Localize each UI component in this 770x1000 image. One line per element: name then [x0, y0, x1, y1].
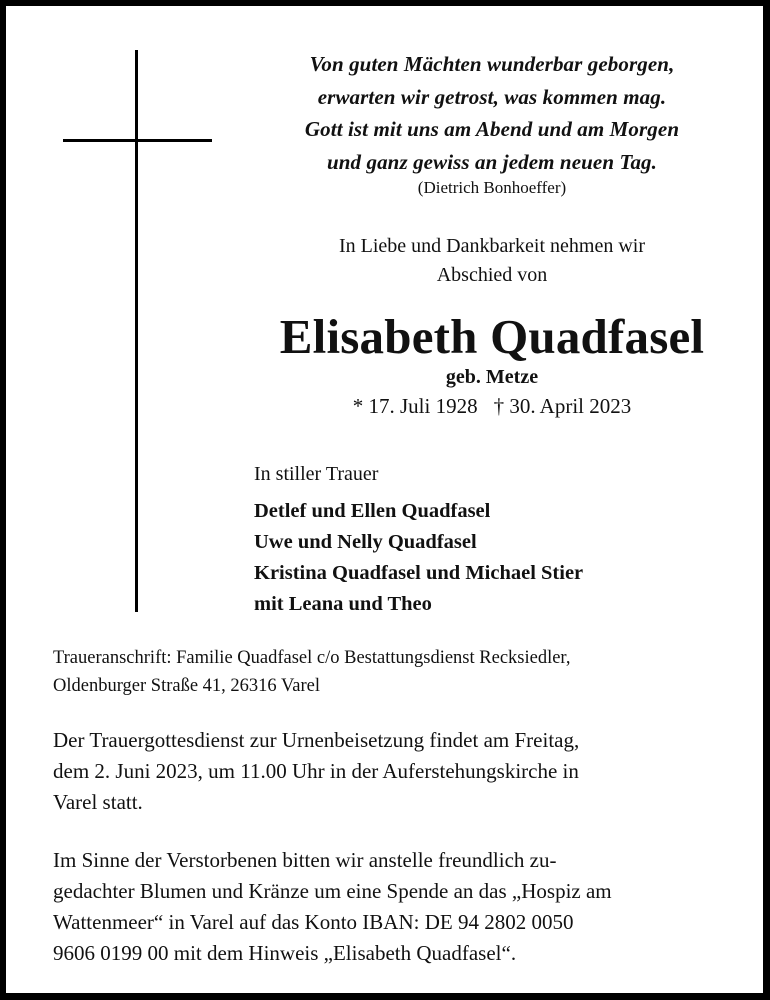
funeral-service-info [53, 725, 753, 818]
mourners-list [254, 496, 583, 620]
service-line: Varel statt. [53, 790, 143, 814]
cross-horizontal-bar [63, 139, 212, 142]
quote-line: Von guten Mächten wunderbar geborgen, [309, 52, 675, 76]
donation-line: Wattenmeer“ in Varel auf das Konto IBAN: DE 94 2802 0050 [53, 910, 574, 934]
donation-request [53, 845, 763, 969]
death-date: † 30. April 2023 [493, 394, 632, 418]
address-line: Oldenburger Straße 41, 26316 Varel [53, 676, 320, 696]
mourner: mit Leana und Theo [254, 593, 432, 615]
donation-line: gedachter Blumen und Kränze um eine Spende an das „Hospiz am [53, 879, 612, 903]
cross-vertical-bar [135, 50, 138, 612]
service-line: dem 2. Juni 2023, um 11.00 Uhr in der Auferstehungskirche in [53, 759, 579, 783]
quote-line: erwarten wir getrost, was kommen mag. [317, 84, 667, 109]
mourner: Kristina Quadfasel und Michael Stier [254, 562, 584, 584]
mourner: Uwe und Nelly Quadfasel [254, 531, 477, 553]
mourning-label: In stiller Trauer [254, 463, 379, 485]
intro-line: In Liebe und Dankbarkeit nehmen wir [338, 235, 645, 257]
deceased-name: Elisabeth Quadfasel [279, 309, 705, 364]
quote-line: Gott ist mit uns am Abend und am Morgen [304, 117, 680, 141]
mourner: Detlef und Ellen Quadfasel [254, 500, 491, 522]
life-dates [242, 391, 742, 421]
farewell-intro [242, 232, 742, 290]
address-line: Traueranschrift: Familie Quadfasel c/o Bestattungsdienst Recksiedler, [53, 648, 571, 668]
maiden-name: geb. Metze [445, 366, 539, 388]
bonhoeffer-quote [242, 48, 742, 178]
donation-line: 9606 0199 00 mit dem Hinweis „Elisabeth Quadfasel“. [53, 941, 517, 965]
donation-line: Im Sinne der Verstorbenen bitten wir anstelle freundlich zu- [53, 848, 557, 872]
quote-author: (Dietrich Bonhoeffer) [417, 178, 567, 197]
mourning-address [53, 644, 753, 700]
intro-line: Abschied von [436, 264, 548, 286]
service-line: Der Trauergottesdienst zur Urnenbeisetzung findet am Freitag, [53, 728, 580, 752]
birth-date: * 17. Juli 1928 [352, 394, 478, 418]
quote-line: und ganz gewiss an jedem neuen Tag. [326, 149, 658, 174]
